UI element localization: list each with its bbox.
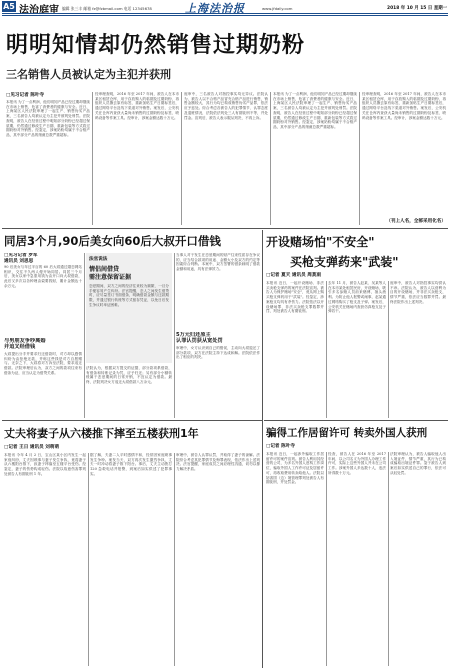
story4-byline: □记者 陈叶寺 <box>266 444 295 449</box>
page-number: A5 <box>3 2 15 11</box>
story5-column-3: 审理中，被告人认罪认罚，并取得了妻子的谅解。法院综合考虑其犯罪情节及悔罪表现，依法作出上述判决。法官提醒，家庭成员之间应理性沟通，切勿以暴力解决矛盾。 <box>176 453 260 472</box>
story3-column-1: 本报讯 近日，一起开设赌场、非法买卖枪支弹药的案件在法院宣判。被告人为保护赌场"安全"，竟从网上购买枪支弹药用于"武装"。经鉴定，涉案枪支均具有杀伤力。法院依法以开设赌场罪、非法买卖枪支罪数罪并罚，判处被告人有期徒刑。 <box>266 281 324 314</box>
sidebar-subtitle: 情侣间借贷 需注意保留证据 <box>89 266 132 281</box>
story2-byline: □见习记者 罗军 通讯员 刘思思 <box>4 253 38 264</box>
story2-sidebar <box>86 253 172 363</box>
lead-column-5: 经审理查明，2016 年至 2017 年间，被告人在本市某区租赁仓库，用于存放购入的临期及过期奶粉，再组织人员撕去原有标签，重新加贴生产日期标签后，通过网络平台及线下渠道对外销售。案发后，公安机关在仓库内查获大量尚未销售的过期奶粉及标签、喷码设备等作案工具。经审计，涉案金额达数十万元。 <box>362 92 446 120</box>
story3-headline-2: 买枪支弹药来"武装" <box>290 255 399 269</box>
lead-headline: 明明知情却仍然销售过期奶粉 <box>6 33 306 58</box>
story2-headline: 同居3个月,90后美女向60后大叔开口借钱 <box>4 234 221 248</box>
story5-column-2: 据了解，夫妻二人平时感情不和，经常因家庭琐事发生争吵。案发当天，双方再次发生激烈争执，丈夫一时冲动将妻子推下阳台。事后，丈夫主动拨打 120 急救电话并报警，到案后如实供述了犯罪事实。 <box>90 453 172 476</box>
newspaper-logo: 上海法治报 <box>185 2 245 15</box>
sidebar-title: 法官说法 <box>89 257 108 262</box>
story3-headline: 开设赌场怕"不安全" <box>266 235 375 249</box>
story2-column-3: 当事人对于发生在恋爱期间的财产往来性质存在争议的，应当结合款项的用途、金额大小及双方的约定等因素综合判断。本案中，双方签署的借条载明了借款金额和用途，具有法律效力。 <box>176 253 260 272</box>
lead-column-2: 经审理查明，2016 年至 2017 年间，被告人在本市某区租赁仓库，用于存放购入的临期及过期奶粉，再组织人员撕去原有标签，重新加贴生产日期标签后，通过网络平台及线下渠道对外销售。案发后，公安机关在仓库内查获大量尚未销售的过期奶粉及标签、喷码设备等作案工具。经审计，涉案金额达数十万元。 <box>95 92 179 120</box>
story2-column-2: 法院认为，根据双方提交的证据，部分款项系借款，有借条和转账记录为凭，应予归还；另有部分小额转账属于恋爱期间的日常开销，不宜认定为借款。最终，法院判决女方返还大叔借款八万余元。 <box>86 366 172 385</box>
story4-column-3: 法院审理认为，被告人骗取他人出入境证件，情节严重，其行为已构成骗取出境证件罪。鉴于被告人到案后如实供述自己的罪行，依法可从轻处罚。 <box>390 452 446 475</box>
masthead <box>0 0 450 20</box>
lead-column-3: 庭审中，三名被告人对指控事实均无异议。法院认为，被告人以不合格产品冒充合格产品进行销售，销售金额较大，其行为均已构成销售伪劣产品罪，依法应予惩处。综合考虑各被告人的犯罪情节、认罪态度及退赃情况，法院依法判处三人有期徒刑不等，并处罚金。宣判后，被告人表示服从判决，不再上诉。 <box>184 92 268 120</box>
story4-headline: 骗得工作居留许可 转卖外国人获刑 <box>266 427 428 439</box>
lead-subheadline: 三名销售人员被认定为主犯并获刑 <box>6 68 171 81</box>
website: www.jfdaily.com <box>262 6 293 11</box>
lead-byline: □见习记者 陈叶寺 <box>6 93 45 98</box>
story2-column-1: 90 后美女与年过半百的 60 后大叔通过婚恋网站相识，交往不久两人便开始同居。同居三个月后，美女以家中急需用钱为由开口向大叔借款，此后又多次以各种理由索要钱财，累计金额达十余万元。 <box>4 265 82 288</box>
lead-column-1: 本报讯 为了一点利润，他们明知产品已经过期却继续在市场上销售，危害了消费者的健康与安全。近日，上海某区人民法院审理了一起生产、销售伪劣产品案，三名被告人均被认定为主犯并被判处刑罚。法院查明，被告人在经营过程中明知部分奶粉已经超过保质期，仍然通过修改生产日期、重新包装等方式将过期奶粉对外销售。经鉴定，涉案奶粉均属于不合格产品，其中部分产品的细菌总数严重超标。 <box>6 100 90 137</box>
story3-column-2: 去年 11 月，被告人赵某、吴某等人在本市某处租赁民房，开设赌场，吸引多名参赌人员前来赌博，抽头渔利。为防止他人报警或闹事，赵某通过网络购买了枪支及子弹。案发后，公安机关在赌场内查获仿真枪支及子弹若干。 <box>328 281 386 314</box>
story3-column-3: 庭审中，被告人对指控事实均供认不讳。法院认为，被告人以营利为目的开设赌场，并非法买卖枪支，情节严重，依法应当数罪并罚。最终法院作出上述判决。 <box>390 281 446 304</box>
story3-byline: □记者 夏天 通讯员 周莫雨 <box>266 273 322 278</box>
story5-byline: □记者 王日 通讯员 刘萌萌 <box>4 445 60 450</box>
story5-headline: 丈夫将妻子从六楼推下摔至五楼获刑1年 <box>4 427 199 440</box>
story2-subheading-2: 5万元归还原主 认罪认罚获从宽处罚 <box>176 332 223 345</box>
story4-column-1: 本报讯 近日，一起涉外骗取工作居留许可的案件宣判。被告人利用其经营的公司，为多名外国人虚构工作岗位，骗取外国人工作许可证及居留许可，再收取费用转卖给他人。法院以妨害国（边）境管理罪判处被告人有期徒刑，并处罚金。 <box>266 452 324 485</box>
issue-date: 2018 年 10 月 15 日 星期一 <box>387 6 447 11</box>
sidebar-body: 恋爱期间，双方之间的经济往来较为频繁，一旦分手便容易产生纠纷。法官提醒，恋人之间发生借贷时，应尽量签订书面借条，明确借款金额与还款期限，并通过银行转账等方式留存凭证，以免日后发生争议时举证困难。 <box>89 284 169 307</box>
lead-byline-end: （刊上人名，全部采用化名） <box>386 219 446 224</box>
story2-subheading-1: 与男朋友争吵离婚 并追叉经借钱 <box>4 338 46 351</box>
story2-column-1b: 大叔提出分手并要求归还借款时，对方却以感情纠纷为由拒绝还款，并称这些钱是对方自愿赠与。无奈之下，大叔将对方诉至法院，要求返还借款。法院审理后认为，双方之间的款项往来有借条为证，应当认定为借贷关系。 <box>4 352 82 375</box>
story2-column-3b: 审理中，女方认识到自己的错误，主动向大叔退还了部分款项，双方在法院主持下达成和解。法院依法作出了相应的判决。 <box>176 346 260 360</box>
story5-column-1: 本报讯 今年 4 月 2 日，宝山区某小区内发生一起家庭纠纷，丈夫因琐事与妻子发生争执，竟将妻子从六楼阳台推下，致妻子摔落至五楼平台受伤。经鉴定，妻子的伤势构成轻伤。法院以故意伤害罪判处被告人有期徒刑 1 年。 <box>4 453 86 476</box>
section-name: 法治庭审 <box>19 5 59 16</box>
lead-column-4: 本报讯 为了一点利润，他们明知产品已经过期却继续在市场上销售，危害了消费者的健康与安全。近日，上海某区人民法院审理了一起生产、销售伪劣产品案，三名被告人均被认定为主犯并被判处刑罚。法院查明，被告人在经营过程中明知部分奶粉已经超过保质期，仍然通过修改生产日期、重新包装等方式将过期奶粉对外销售。经鉴定，涉案奶粉均属于不合格产品，其中部分产品的细菌总数严重超标。 <box>273 92 357 129</box>
story4-column-2: 经查，被告人在 2016 年至 2017 年间，以公司名义为外国人办理工作许可，实际上这些外国人并未在公司工作。涉案外国人多达数十人，违法所得数十万元。 <box>328 452 386 475</box>
editor-line: 编辑 张三丰 邮箱 fz@fzbmail.com 电话 12345678 <box>62 6 152 11</box>
